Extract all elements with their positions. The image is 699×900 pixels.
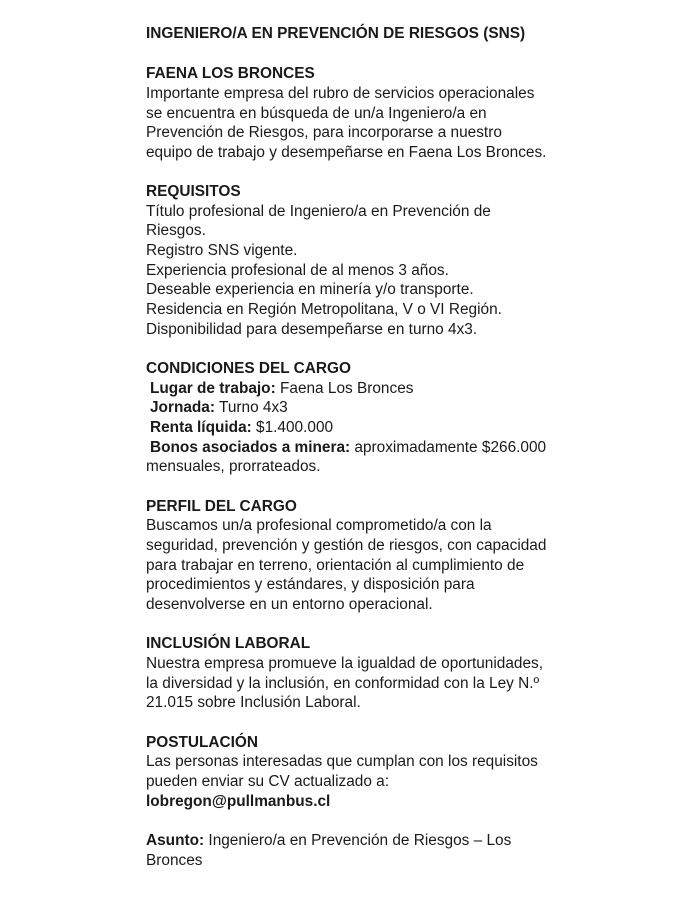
condicion-value: aproximadamente $266.000 xyxy=(350,439,547,456)
condicion-continuation: mensuales, prorrateados. xyxy=(146,458,321,475)
requisitos-line: Disponibilidad para desempeñarse en turno 4x3. xyxy=(146,321,478,338)
faena-heading: FAENA LOS BRONCES xyxy=(146,65,315,82)
contact-email[interactable]: lobregon@pullmanbus.cl xyxy=(146,793,331,810)
condicion-item xyxy=(146,438,546,458)
requisitos-line: Residencia en Región Metropolitana, V o VI Región. xyxy=(146,301,502,318)
faena-line: Importante empresa del rubro de servicios operacionales xyxy=(146,85,535,102)
condicion-label: Bonos asociados a minera: xyxy=(150,439,351,456)
condicion-item xyxy=(146,379,413,399)
condicion-label: Renta líquida: xyxy=(150,419,252,436)
asunto-value: Ingeniero/a en Prevención de Riesgos – Los xyxy=(204,832,512,849)
requisitos-heading: REQUISITOS xyxy=(146,183,241,200)
condiciones-heading: CONDICIONES DEL CARGO xyxy=(146,360,351,377)
condicion-label: Lugar de trabajo: xyxy=(150,380,276,397)
faena-line: se encuentra en búsqueda de un/a Ingeniero/a en xyxy=(146,105,487,122)
perfil-heading: PERFIL DEL CARGO xyxy=(146,498,297,515)
inclusion-heading: INCLUSIÓN LABORAL xyxy=(146,635,311,652)
inclusion-line: la diversidad y la inclusión, en conformidad con la Ley N.º xyxy=(146,675,540,692)
requisitos-line: Experiencia profesional de al menos 3 años. xyxy=(146,262,449,279)
condicion-item xyxy=(146,398,288,418)
postulacion-line: Las personas interesadas que cumplan con los requisitos xyxy=(146,753,538,770)
requisitos-line: Registro SNS vigente. xyxy=(146,242,298,259)
requisitos-line: Riesgos. xyxy=(146,222,206,239)
page-title: INGENIERO/A EN PREVENCIÓN DE RIESGOS (SNS) xyxy=(146,25,526,42)
postulacion-line: pueden enviar su CV actualizado a: xyxy=(146,773,389,790)
perfil-line: para trabajar en terreno, orientación al cumplimiento de xyxy=(146,557,525,574)
perfil-line: procedimientos y estándares, y disposición para xyxy=(146,576,475,593)
faena-line: Prevención de Riesgos, para incorporarse a nuestro xyxy=(146,124,502,141)
asunto-continuation: Bronces xyxy=(146,852,203,869)
condicion-label: Jornada: xyxy=(150,399,215,416)
asunto-line xyxy=(146,831,511,851)
asunto-label: Asunto: xyxy=(146,832,205,849)
inclusion-line: 21.015 sobre Inclusión Laboral. xyxy=(146,694,361,711)
condicion-value: $1.400.000 xyxy=(251,419,334,436)
condicion-item xyxy=(146,418,333,438)
requisitos-line: Título profesional de Ingeniero/a en Prevención de xyxy=(146,203,491,220)
perfil-line: seguridad, prevención y gestión de riesgos, con capacidad xyxy=(146,537,547,554)
inclusion-line: Nuestra empresa promueve la igualdad de oportunidades, xyxy=(146,655,543,672)
faena-line: equipo de trabajo y desempeñarse en Faena Los Bronces. xyxy=(146,144,547,161)
perfil-line: Buscamos un/a profesional comprometido/a con la xyxy=(146,517,492,534)
postulacion-heading: POSTULACIÓN xyxy=(146,734,259,751)
perfil-line: desenvolverse en un entorno operacional. xyxy=(146,596,433,613)
condicion-value: Faena Los Bronces xyxy=(275,380,414,397)
requisitos-line: Deseable experiencia en minería y/o transporte. xyxy=(146,281,474,298)
condicion-value: Turno 4x3 xyxy=(215,399,288,416)
